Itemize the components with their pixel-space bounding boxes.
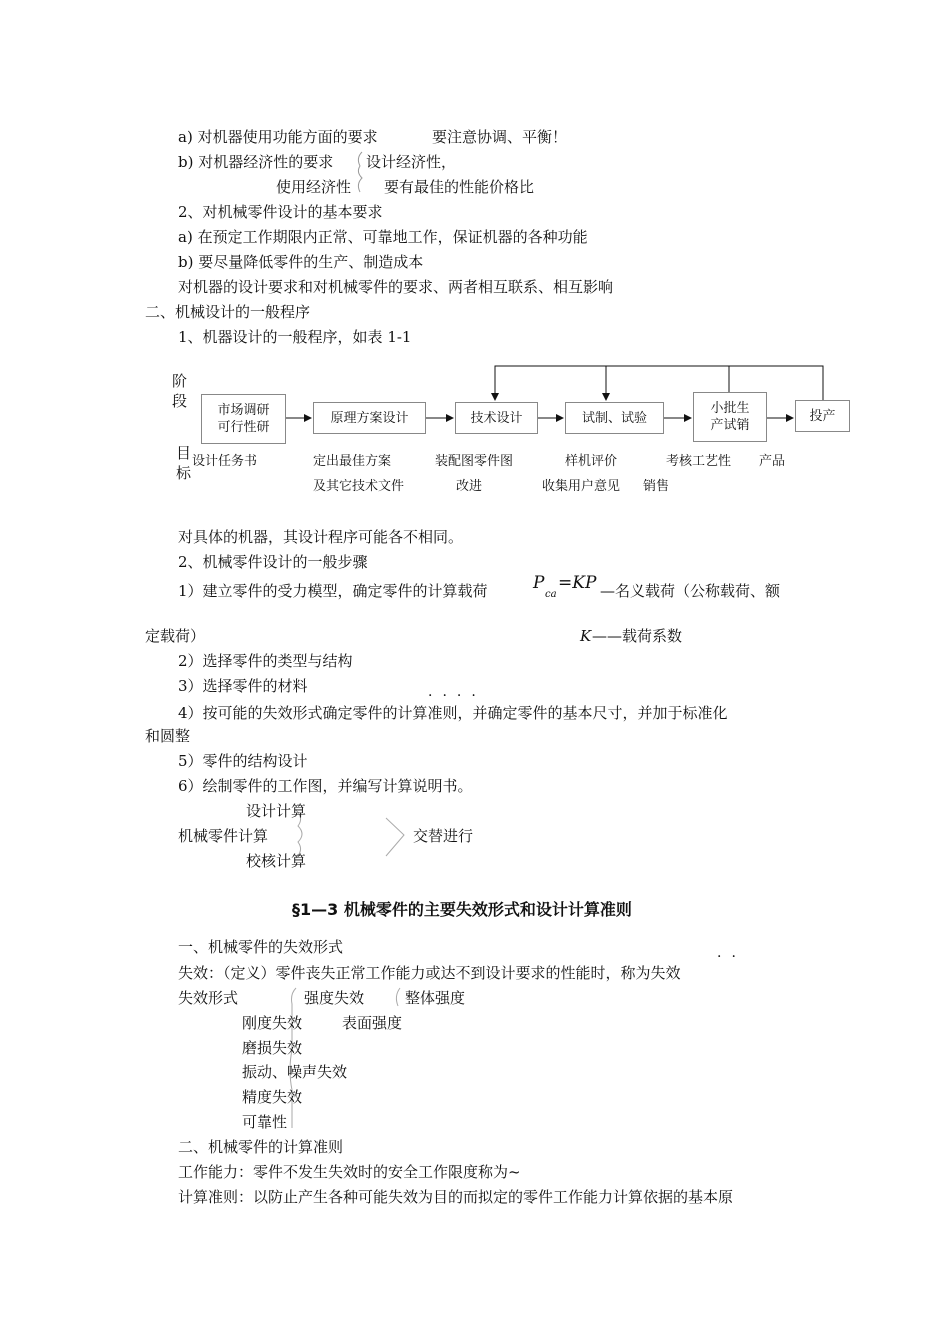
- k-symbol: K: [580, 627, 592, 645]
- req-a-note: 要注意协调、平衡！: [432, 128, 568, 146]
- form-strength: 强度失效: [304, 989, 365, 1007]
- failure-dots: ··: [717, 949, 746, 965]
- form-wear: 磨损失效: [242, 1039, 303, 1057]
- failure-def: 失效：（定义）零件丧失正常工作能力或达不到设计要求的性能时，称为失效: [178, 964, 681, 982]
- step-1: 1）建立零件的受力模型，确定零件的计算载荷: [178, 582, 488, 600]
- section3-heading: §1—3 机械零件的主要失效形式和设计计算准则: [292, 900, 632, 919]
- goal-1: 设计任务书: [192, 454, 258, 469]
- section2-title: 二、机械设计的一般程序: [145, 303, 311, 321]
- k-text: ——载荷系数: [592, 627, 683, 645]
- formula-sub: ca: [545, 589, 557, 600]
- forms-label: 失效形式: [178, 989, 239, 1007]
- goal-5: 考核工艺性: [666, 454, 732, 469]
- stage-box-principle: [313, 402, 426, 434]
- formula-rest: =KP: [558, 573, 597, 593]
- capacity: 工作能力：零件不发生失效时的安全工作限度称为~: [178, 1163, 521, 1181]
- goal-3: 装配图零件图: [435, 454, 514, 469]
- criteria: 计算准则：以防止产生各种可能失效为目的而拟定的零件工作能力计算依据的基本原: [178, 1188, 734, 1206]
- step-4: 4）按可能的失效形式确定零件的计算准则，并确定零件的基本尺寸，并加于标准化: [178, 704, 728, 722]
- calc-alt: 交替进行: [413, 827, 474, 845]
- calc-check: 校核计算: [246, 852, 307, 870]
- stage-box-technical-label: 技术设计: [470, 410, 523, 426]
- form-surface: 表面强度: [342, 1014, 403, 1032]
- goal-4: 样机评价: [565, 454, 618, 469]
- stage-box-pilot: [693, 392, 767, 442]
- stage-box-market-line2: 可行性研: [217, 420, 270, 435]
- form-vibration: 振动、噪声失效: [242, 1063, 348, 1081]
- goal-4b: 收集用户意见: [542, 479, 621, 494]
- formula-P: P: [533, 573, 545, 593]
- step-1-cont: 定载荷）: [145, 627, 206, 645]
- calc-design: 设计计算: [246, 802, 307, 820]
- goal-label-1: 目: [176, 444, 192, 462]
- req-b-use: 使用经济性: [276, 178, 352, 196]
- req-a-line: a) 对机器使用功能方面的要求: [178, 128, 378, 146]
- form-precision: 精度失效: [242, 1088, 303, 1106]
- step-5: 5）零件的结构设计: [178, 752, 308, 770]
- stage-label-2: 段: [172, 392, 188, 410]
- req-b-design: 设计经济性，: [366, 153, 457, 171]
- req-b-line: b) 对机器经济性的要求: [178, 153, 334, 171]
- stage-label-1: 阶: [172, 372, 188, 390]
- steps-title: 2、机械零件设计的一般步骤: [178, 553, 368, 571]
- form-overall: 整体强度: [405, 989, 466, 1007]
- steps-varies: 对具体的机器，其设计程序可能各不相同。: [178, 528, 464, 546]
- stage-box-principle-label: 原理方案设计: [330, 410, 409, 426]
- section3-sub2: 二、机械零件的计算准则: [178, 1138, 344, 1156]
- part-title: 2、对机械零件设计的基本要求: [178, 203, 383, 221]
- stage-box-production-label: 投产: [809, 408, 836, 424]
- stage-box-production: [795, 400, 850, 432]
- goal-5b: 销售: [643, 479, 670, 494]
- emphasis-dots: ····: [428, 688, 486, 704]
- part-b: b) 要尽量降低零件的生产、制造成本: [178, 253, 424, 271]
- step-3: 3）选择零件的材料: [178, 677, 308, 695]
- stage-box-pilot-line1: 小批生: [710, 401, 750, 416]
- goal-3b: 改进: [456, 479, 483, 494]
- form-stiffness: 刚度失效: [242, 1014, 303, 1032]
- stage-box-trial: [565, 402, 664, 434]
- goal-label-2: 标: [176, 464, 192, 482]
- feedback-line: [495, 366, 823, 404]
- relation: 对机器的设计要求和对机械零件的要求、两者相互联系、相互影响: [178, 278, 614, 296]
- stage-box-pilot-line2: 产试销: [710, 418, 750, 433]
- step-6: 6）绘制零件的工作图，并编写计算说明书。: [178, 777, 473, 795]
- form-reliability: 可靠性: [242, 1113, 288, 1131]
- part-a: a) 在预定工作期限内正常、可靠地工作，保证机器的各种功能: [178, 228, 588, 246]
- stage-box-trial-label: 试制、试验: [581, 410, 647, 426]
- goal-6: 产品: [759, 454, 786, 469]
- section3-sub1: 一、机械零件的失效形式: [178, 938, 344, 956]
- goal-2: 定出最佳方案: [313, 454, 392, 469]
- req-b-use-note: 要有最佳的性能价格比: [384, 178, 535, 196]
- step-2: 2）选择零件的类型与结构: [178, 652, 353, 670]
- goal-2b: 及其它技术文件: [313, 479, 405, 494]
- section2-item1: 1、机器设计的一般程序，如表 1-1: [178, 328, 412, 346]
- stage-box-market: [201, 394, 286, 444]
- stage-box-technical: [455, 402, 538, 434]
- step-4-cont: 和圆整: [145, 727, 191, 745]
- stage-box-market-line1: 市场调研: [217, 403, 270, 418]
- step-1-post: —名义载荷（公称载荷、额: [600, 582, 781, 600]
- calc-label: 机械零件计算: [178, 827, 269, 845]
